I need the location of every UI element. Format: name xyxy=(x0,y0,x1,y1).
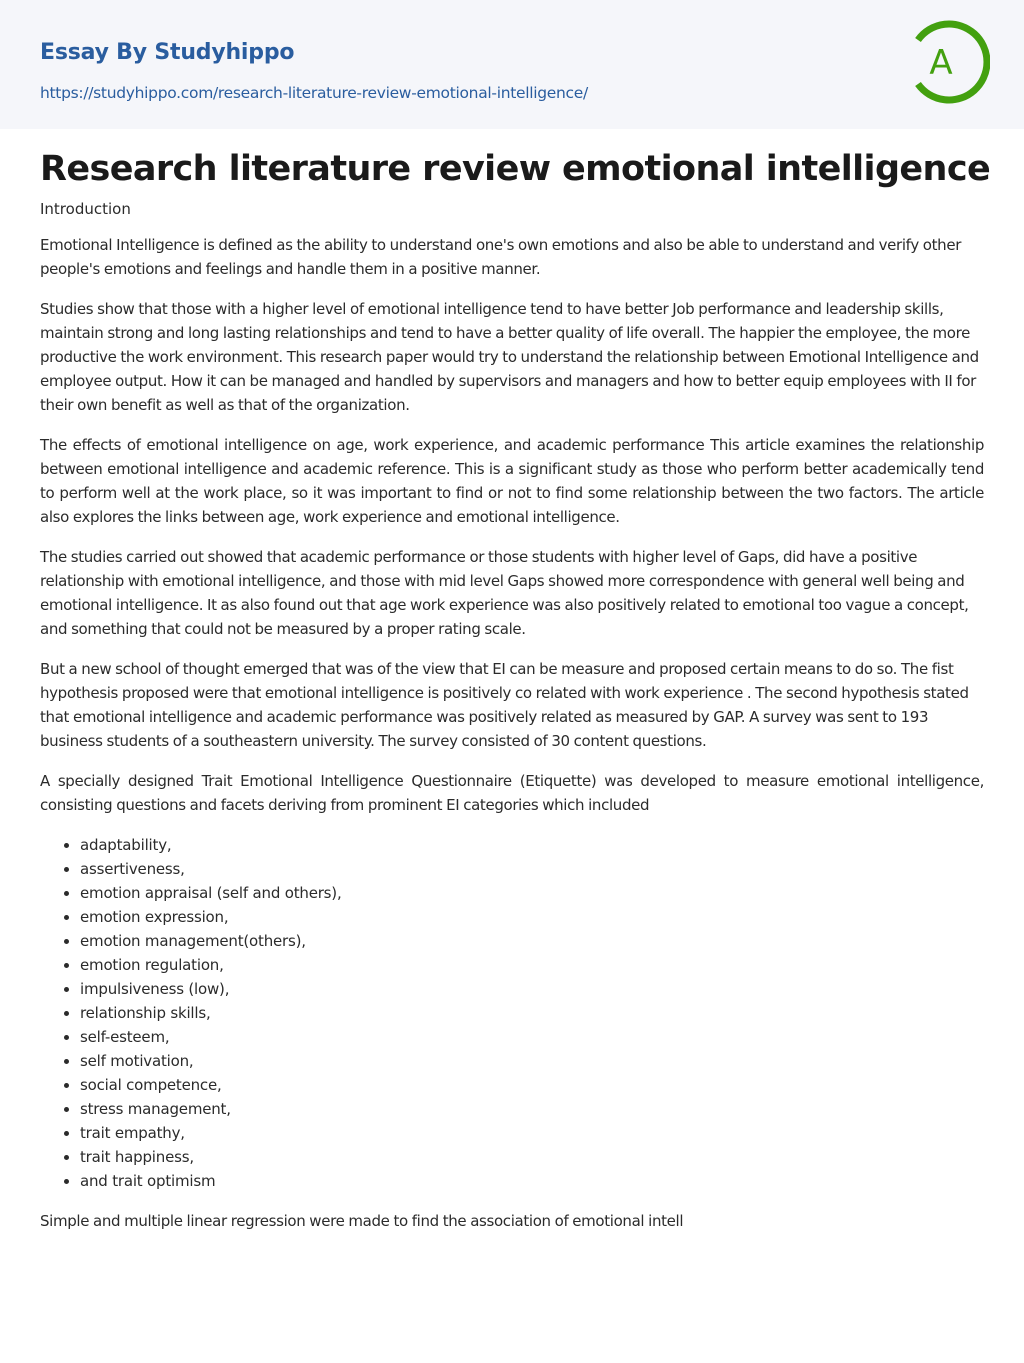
list-item: • and trait optimism xyxy=(80,1169,984,1193)
brand-title: Essay By Studyhippo xyxy=(40,40,295,65)
list-item: • emotion regulation, xyxy=(80,953,984,977)
paragraph: A specially designed Trait Emotional Intelligence Questionnaire (Etiquette) was developed to measure emotional intelligence, consisting questions and facets deriving from prominent EI categories which included xyxy=(40,772,984,814)
list-item: • self-esteem, xyxy=(80,1025,984,1049)
page-title: Research literature review emotional intelligence xyxy=(40,149,991,189)
list-item: • assertiveness, xyxy=(80,857,984,881)
list-item: • relationship skills, xyxy=(80,1001,984,1025)
list-item: • social competence, xyxy=(80,1073,984,1097)
logo-letter: A xyxy=(929,43,953,83)
list-item: • emotion expression, xyxy=(80,905,984,929)
list-item: • stress management, xyxy=(80,1097,984,1121)
list-item: • adaptability, xyxy=(80,833,984,857)
list-item: • impulsiveness (low), xyxy=(80,977,984,1001)
list-item: • self motivation, xyxy=(80,1049,984,1073)
article-body xyxy=(40,197,984,1249)
list-item: • trait happiness, xyxy=(80,1145,984,1169)
list-item: • emotion appraisal (self and others), xyxy=(80,881,984,905)
paragraph: But a new school of thought emerged that was of the view that EI can be measure and proposed certain means to do so. The fist hypothesis proposed were that emotional intelligence is positively co related with work experience . The second hypothesis stated that emotional intelligence and academic performance was positively related as measured by GAP. A survey was sent to 193 business students of a southeastern university. The survey consisted of 30 content questions. xyxy=(40,660,969,750)
list-item: • trait empathy, xyxy=(80,1121,984,1145)
facet-list xyxy=(40,833,984,1193)
article-url-link[interactable]: https://studyhippo.com/research-literature-review-emotional-intelligence/ xyxy=(40,84,588,102)
paragraph: The studies carried out showed that academic performance or those students with higher level of Gaps, did have a positive relationship with emotional intelligence, and those with mid level Gaps showed more correspondence with general well being and emotional intelligence. It as also found out that age work experience was also positively related to emotional too vague a concept, and something that could not be measured by a proper rating scale. xyxy=(40,548,969,638)
list-item: • emotion management(others), xyxy=(80,929,984,953)
paragraph: Studies show that those with a higher level of emotional intelligence tend to have better Job performance and leadership skills, maintain strong and long lasting relationships and tend to have a better quality of life overall. The happier the employee, the more productive the work environment. This research paper would try to understand the relationship between Emotional Intelligence and employee output. How it can be managed and handled by supervisors and managers and how to better equip employees with II for their own benefit as well as that of the organization. xyxy=(40,300,979,414)
paragraph: Emotional Intelligence is defined as the ability to understand one's own emotions and also be able to understand and verify other people's emotions and feelings and handle them in a positive manner. xyxy=(40,236,962,278)
paragraph: The effects of emotional intelligence on age, work experience, and academic performance This article examines the relationship between emotional intelligence and academic reference. This is a significant study as those who perform better academically tend to perform well at the work place, so it was important to find or not to find some relationship between the two factors. The article also explores the links between age, work experience and emotional intelligence. xyxy=(40,436,984,526)
closing-paragraph: Simple and multiple linear regression were made to find the association of emotional intell xyxy=(40,1212,684,1230)
section-label: Introduction xyxy=(40,200,131,218)
